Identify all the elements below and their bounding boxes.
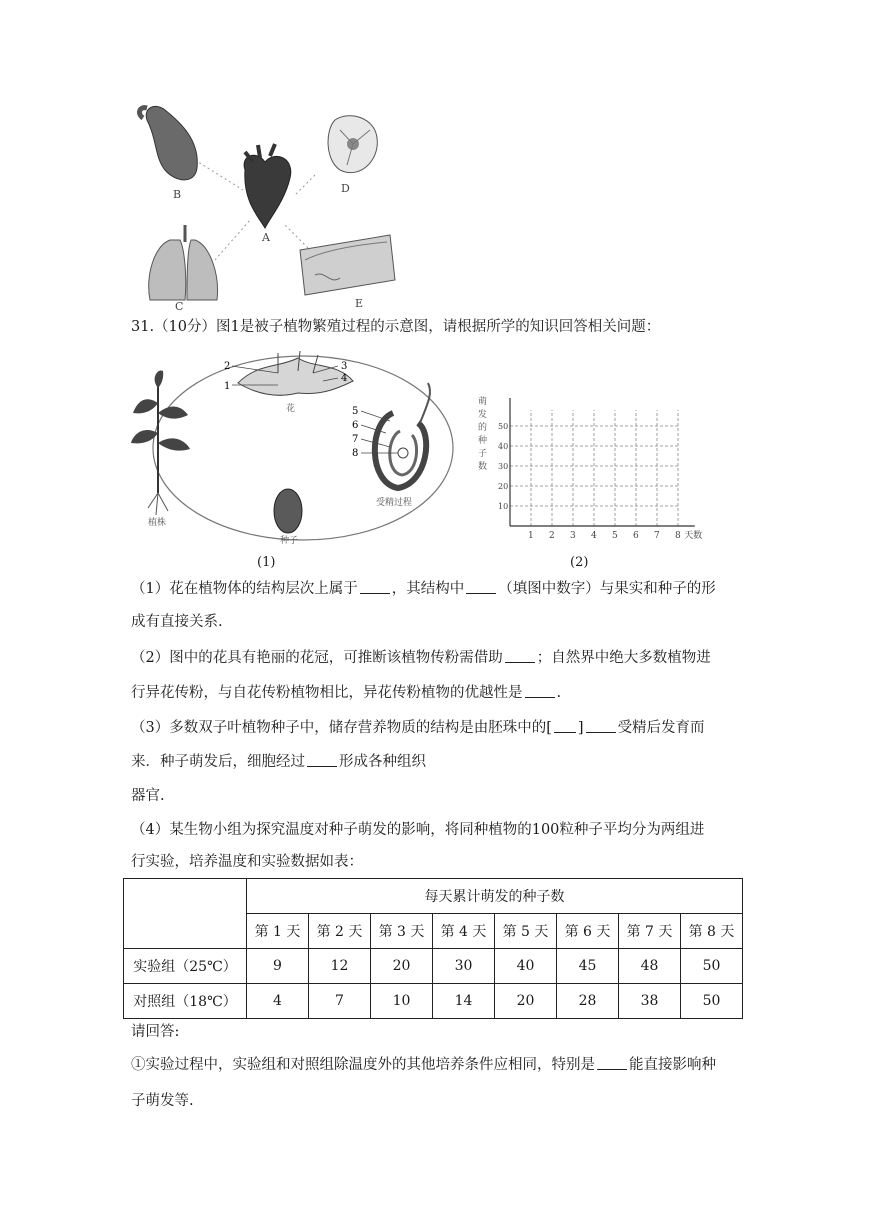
table-cell: 50 [681, 949, 743, 984]
skin-drawing [300, 235, 395, 295]
table-cell: 12 [309, 949, 371, 984]
table-cell: 20 [495, 984, 557, 1019]
p4-line2: 行实验，培养温度和实验数据如表： [131, 854, 363, 870]
p1-line2: 成有直接关系. [131, 614, 223, 630]
label-a: A [262, 231, 270, 244]
table-cell: 50 [681, 984, 743, 1019]
answer-blank[interactable] [466, 579, 496, 594]
seed-label: 种子 [280, 536, 299, 546]
kidney-drawing [328, 116, 377, 173]
day-header: 第 7 天 [619, 914, 681, 949]
p3-line1: （3）多数双子叶植物种子中，储存营养物质的结构是由胚珠中的[ ] 受精后发育而 [131, 720, 705, 736]
seed-drawing [274, 489, 302, 533]
table-corner [124, 879, 247, 949]
y-tick-label: 20 [498, 482, 509, 491]
table-cell: 9 [247, 949, 309, 984]
reproduction-cycle-figure [128, 343, 458, 548]
fertilization-label: 受精过程 [376, 498, 413, 508]
answer-blank[interactable] [505, 648, 535, 663]
fig1-caption: (1) [257, 555, 276, 570]
y-tick-label: 40 [498, 442, 509, 451]
reply-prompt: 请回答: [131, 1024, 180, 1040]
table-row [124, 949, 743, 984]
fig1-num-2: 2 [224, 361, 231, 372]
day-header: 第 8 天 [681, 914, 743, 949]
x-tick-label: 4 [591, 531, 597, 541]
table-cell: 45 [557, 949, 619, 984]
fig2-caption: (2) [570, 555, 589, 570]
stomach-drawing [140, 106, 198, 180]
x-tick-label: 7 [654, 531, 660, 541]
label-d: D [341, 182, 350, 195]
table-cell: 40 [495, 949, 557, 984]
y-axis-label-char: 子 [478, 449, 488, 459]
fig1-num-5: 5 [352, 406, 359, 417]
fig1-num-8: 8 [352, 448, 359, 459]
answer-blank[interactable] [360, 579, 390, 594]
fig1-num-1: 1 [224, 381, 231, 392]
table-cell: 30 [433, 949, 495, 984]
y-axis-label-char: 发 [478, 410, 488, 420]
x-tick-label: 2 [549, 531, 555, 541]
day-header: 第 5 天 [495, 914, 557, 949]
y-axis-label-char: 萌 [478, 397, 488, 407]
plant-drawing [131, 370, 190, 515]
question-stem: 31.（10分）图1是被子植物繁殖过程的示意图，请根据所学的知识回答相关问题： [131, 319, 661, 335]
p4-line1: （4）某生物小组为探究温度对种子萌发的影响，将同种植物的100粒种子平均分为两组进 [131, 822, 705, 838]
y-tick-label: 30 [498, 462, 509, 471]
table-row [124, 984, 743, 1019]
germination-grid-chart [474, 392, 714, 542]
table-cell: 7 [309, 984, 371, 1019]
x-tick-label: 8 [675, 531, 681, 541]
y-axis-label-char: 的 [478, 423, 488, 433]
p1-line1: （1）花在植物体的结构层次上属于 ，其结构中 （填图中数字）与果实和种子的形 [131, 581, 716, 597]
p2-line1: （2）图中的花具有艳丽的花冠，可推断该植物传粉需借助 ；自然界中绝大多数植物进 [131, 650, 711, 666]
y-tick-label: 10 [498, 502, 509, 511]
heart-drawing [244, 144, 291, 228]
sub1-line2: 子萌发等. [131, 1093, 194, 1109]
answer-blank[interactable] [554, 718, 576, 733]
row-label: 对照组（18℃） [124, 984, 247, 1019]
x-tick-label: 5 [612, 531, 618, 541]
x-tick-label: 3 [570, 531, 576, 541]
flower-label: 花 [286, 404, 296, 414]
day-header: 第 6 天 [557, 914, 619, 949]
label-e: E [355, 297, 364, 310]
lungs-drawing [149, 225, 218, 300]
y-tick-label: 50 [498, 422, 509, 431]
x-tick-label: 6 [633, 531, 639, 541]
germination-table [123, 878, 743, 1019]
label-b: B [173, 188, 182, 201]
answer-blank[interactable] [586, 718, 616, 733]
table-cell: 20 [371, 949, 433, 984]
fig1-num-3: 3 [341, 361, 348, 372]
fig1-num-6: 6 [352, 420, 359, 431]
p3-line2: 来．种子萌发后，细胞经过 形成各种组织 [131, 754, 426, 770]
plant-label: 植株 [148, 518, 167, 528]
day-header: 第 3 天 [371, 914, 433, 949]
row-label: 实验组（25℃） [124, 949, 247, 984]
day-header: 第 1 天 [247, 914, 309, 949]
table-cell: 48 [619, 949, 681, 984]
sub1-line1: ①实验过程中，实验组和对照组除温度外的其他培养条件应相同，特别是 能直接影响种 [131, 1057, 716, 1073]
answer-blank[interactable] [307, 752, 337, 767]
day-header: 第 4 天 [433, 914, 495, 949]
table-cell: 28 [557, 984, 619, 1019]
p2-line2: 行异花传粉，与自花传粉植物相比，异花传粉植物的优越性是 . [131, 685, 562, 701]
x-tick-label: 1 [528, 531, 534, 541]
answer-blank[interactable] [525, 683, 555, 698]
fertilization-drawing [375, 383, 430, 488]
day-header: 第 2 天 [309, 914, 371, 949]
label-c: C [175, 300, 184, 310]
fig1-num-4: 4 [341, 373, 348, 384]
table-cell: 10 [371, 984, 433, 1019]
table-cell: 38 [619, 984, 681, 1019]
table-header: 每天累计萌发的种子数 [247, 879, 743, 914]
x-axis-label: 天数 [684, 531, 703, 541]
p3-line3: 器官. [131, 788, 165, 804]
organs-figure [125, 100, 405, 310]
y-axis-label-char: 数 [478, 462, 488, 472]
table-cell: 14 [433, 984, 495, 1019]
answer-blank[interactable] [597, 1055, 627, 1070]
fig1-num-7: 7 [352, 434, 359, 445]
table-cell: 4 [247, 984, 309, 1019]
y-axis-label-char: 种 [478, 436, 488, 446]
